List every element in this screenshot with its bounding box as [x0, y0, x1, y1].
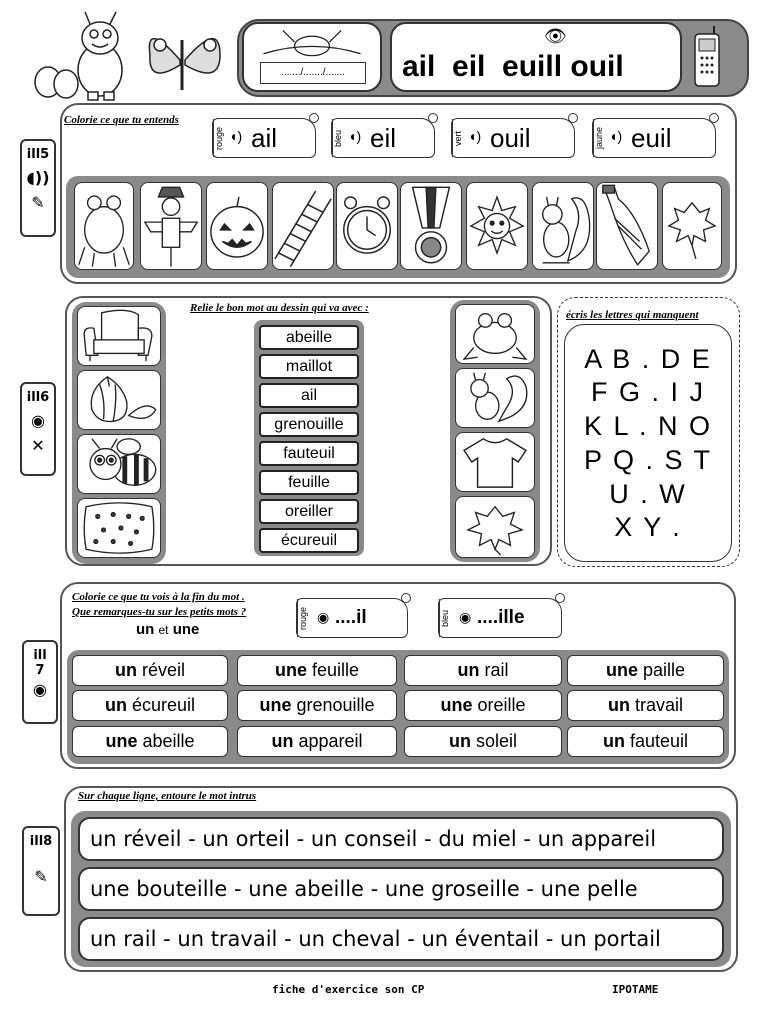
squirrel-icon	[456, 369, 534, 427]
pencil-icon: ✎	[34, 867, 48, 886]
grid-cell[interactable]: un travail	[567, 690, 724, 721]
scroll-color-label: vert	[452, 119, 464, 157]
scroll-jaune-euil	[592, 118, 716, 158]
scroll-color-label: bleu	[439, 599, 451, 637]
rails-icon	[273, 183, 333, 269]
scroll-sound: euil	[631, 123, 672, 153]
frog-icon	[456, 305, 534, 363]
crayon-icon: ✎	[31, 193, 45, 212]
instruction-relie: Relie le bon mot au dessin qui va avec :	[190, 302, 369, 314]
picture-squirrel[interactable]	[532, 182, 594, 270]
word-ail[interactable]: ail	[259, 383, 359, 408]
scroll-ending: ....ille	[477, 607, 525, 628]
un-label: un	[136, 621, 155, 638]
garlic-icon	[78, 371, 160, 429]
picture-tshirt[interactable]	[455, 432, 535, 492]
scroll-color-label: rouge	[213, 119, 225, 157]
picture-frog-2[interactable]	[455, 304, 535, 364]
word-fauteuil[interactable]: fauteuil	[259, 441, 359, 466]
date-field[interactable]: ......./......./.......	[260, 62, 366, 84]
page-title: ail eil euill ouil	[402, 50, 624, 83]
ear-icon: ◖)	[348, 128, 362, 144]
picture-sun[interactable]	[466, 182, 528, 270]
section-tag-ill8	[22, 826, 60, 916]
picture-scarecrow[interactable]	[140, 182, 202, 270]
eye-icon: ◉	[317, 609, 330, 625]
grid-cell[interactable]: une grenouille	[237, 690, 397, 721]
instruction-lettres: écris les lettres qui manquent	[566, 309, 699, 321]
tshirt-icon	[456, 433, 534, 491]
ear-icon: ◖)	[229, 128, 243, 144]
instruction-colorie: Colorie ce que tu entends	[64, 114, 179, 126]
picture-squirrel-2[interactable]	[455, 368, 535, 428]
word-ecureuil[interactable]: écureuil	[259, 528, 359, 553]
scroll-sound: eil	[370, 123, 397, 153]
scroll-bleu-eil	[331, 118, 435, 158]
scarecrow-icon	[141, 183, 201, 269]
picture-rails[interactable]	[272, 182, 334, 270]
word-grenouille[interactable]: grenouille	[259, 412, 359, 437]
grid-cell[interactable]: un écureuil	[72, 690, 228, 721]
squirrel-icon	[533, 183, 593, 269]
picture-leaf-2[interactable]	[455, 496, 535, 558]
footer-right: IPOTAME	[612, 983, 659, 996]
picture-leaf[interactable]	[662, 182, 722, 270]
animal-icon	[263, 30, 360, 55]
grid-cell[interactable]: une abeille	[72, 726, 228, 757]
tag-label: ill5	[26, 147, 50, 162]
picture-pillow[interactable]	[77, 498, 161, 558]
section-tag-ill7	[22, 640, 58, 724]
date-box	[242, 22, 382, 92]
leaf-icon	[663, 183, 721, 269]
scroll-ending: ....il	[335, 607, 367, 628]
picture-medal[interactable]	[400, 182, 462, 270]
une-label: une	[172, 621, 200, 638]
instruction-colorie-fin: Colorie ce que tu vois à la fin du mot .	[72, 591, 245, 603]
letters-row[interactable]: U . W	[609, 479, 687, 509]
grid-cell[interactable]: un soleil	[404, 726, 562, 757]
word-feuille[interactable]: feuille	[259, 470, 359, 495]
scroll-color-label: rouge	[297, 599, 309, 637]
word-abeille[interactable]: abeille	[259, 325, 359, 350]
picture-clock[interactable]	[336, 182, 398, 270]
eye-icon: ◉	[31, 411, 45, 430]
letters-row[interactable]: F G . I J	[590, 377, 705, 407]
un-et-une	[136, 621, 199, 638]
phone-icon	[692, 26, 722, 88]
sun-icon	[467, 183, 527, 269]
scroll-sound: ail	[251, 123, 278, 153]
intrus-line-1[interactable]: un réveil - un orteil - un conseil - du miel - un appareil	[78, 817, 724, 861]
word-maillot[interactable]: maillot	[259, 354, 359, 379]
tag-label-line2: 7	[35, 663, 45, 678]
word-oreiller[interactable]: oreiller	[259, 499, 359, 524]
scroll-color-label: jaune	[593, 119, 605, 157]
picture-armchair[interactable]	[77, 306, 161, 366]
letters-row[interactable]: K L . N O	[583, 411, 713, 441]
section-tag-ill6	[20, 382, 56, 476]
intrus-line-3[interactable]: un rail - un travail - un cheval - un éventail - un portail	[78, 917, 724, 961]
letters-row[interactable]: P Q . S T	[583, 445, 713, 475]
et-label: et	[158, 623, 169, 637]
ear-icon: ◖))	[26, 168, 50, 187]
grid-cell[interactable]: un réveil	[72, 655, 228, 686]
picture-frog[interactable]	[74, 182, 134, 270]
grid-cell[interactable]: un appareil	[237, 726, 397, 757]
footer-left: fiche d'exercice son CP	[272, 983, 425, 996]
link-arrows-icon: ✕	[31, 436, 45, 455]
eye-icon: ◉	[33, 680, 47, 699]
eye-icon: ◉	[459, 609, 472, 625]
pillow-icon	[78, 499, 160, 557]
scroll-rouge-ail	[212, 118, 316, 158]
clock-icon	[337, 183, 397, 269]
picture-bottle[interactable]	[596, 182, 658, 270]
armchair-icon	[78, 307, 160, 365]
picture-garlic[interactable]	[77, 370, 161, 430]
medal-icon	[401, 183, 461, 269]
tag-label-line1: ill	[33, 648, 47, 663]
letters-row[interactable]: X Y .	[614, 512, 682, 542]
scroll-bleu-ille	[438, 598, 562, 638]
grid-cell[interactable]: une paille	[567, 655, 724, 686]
pumpkin-icon	[207, 183, 267, 269]
grid-cell[interactable]: une feuille	[237, 655, 397, 686]
section-tag-ill5	[20, 139, 56, 237]
butterfly-icon	[149, 39, 220, 90]
scroll-sound: ouil	[490, 123, 531, 153]
intrus-line-2[interactable]: une bouteille - une abeille - une groseille - une pelle	[78, 867, 724, 911]
ear-icon: ◖)	[468, 128, 482, 144]
picture-bee[interactable]	[77, 434, 161, 494]
scroll-color-label: bleu	[332, 119, 344, 157]
bottle-icon	[597, 183, 657, 269]
title-box	[390, 22, 682, 92]
eye-icon: 👁	[544, 26, 567, 46]
bee-icon	[78, 435, 160, 493]
grid-cell[interactable]: un rail	[404, 655, 562, 686]
tag-label: ill8	[29, 834, 53, 849]
grid-cell[interactable]: une oreille	[404, 690, 562, 721]
instruction-remarques: Que remarques-tu sur les petits mots ?	[72, 606, 247, 618]
header-illustration	[30, 10, 230, 105]
scroll-rouge-il	[296, 598, 408, 638]
caterpillar-icon	[35, 12, 122, 100]
grid-cell[interactable]: un fauteuil	[567, 726, 724, 757]
picture-pumpkin[interactable]	[206, 182, 268, 270]
ear-icon: ◖)	[609, 128, 623, 144]
instruction-entoure: Sur chaque ligne, entoure le mot intrus	[78, 790, 257, 802]
frog-icon	[75, 183, 133, 269]
tag-label: ill6	[26, 390, 50, 405]
letters-row[interactable]: A B . D E	[584, 344, 712, 374]
leaf-icon	[456, 497, 534, 557]
scroll-vert-ouil	[451, 118, 575, 158]
